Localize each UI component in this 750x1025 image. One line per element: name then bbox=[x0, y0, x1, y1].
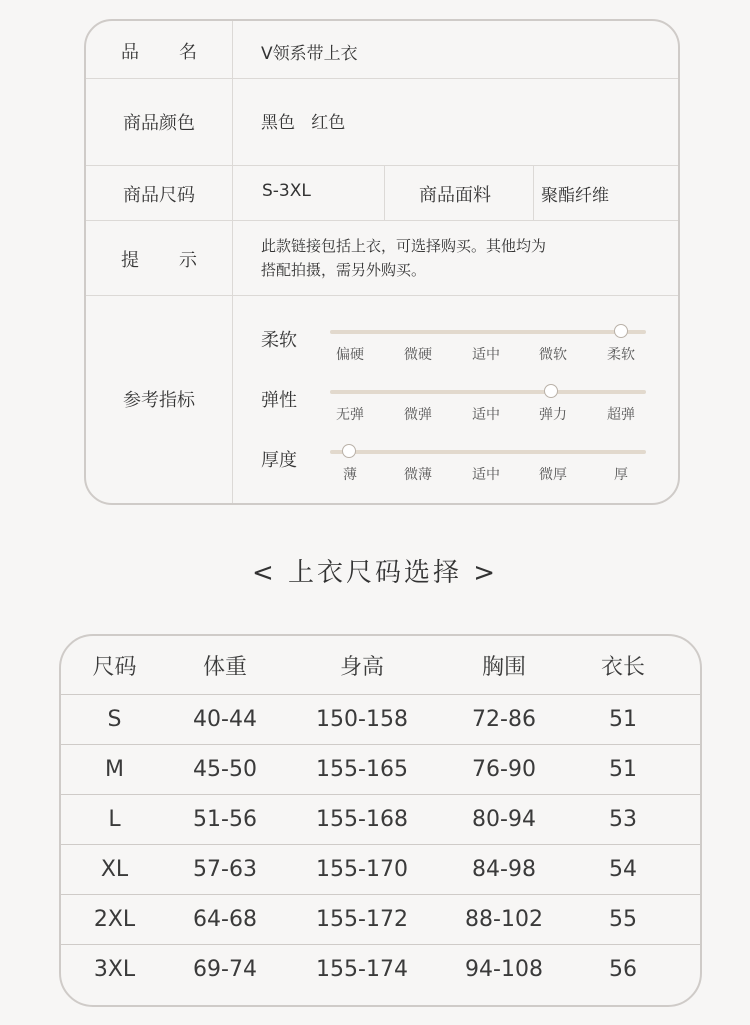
cell-height: 155-174 bbox=[316, 957, 408, 982]
cell-height: 150-158 bbox=[316, 707, 408, 732]
elasticity-tick: 弹力 bbox=[539, 407, 567, 423]
table-header-row bbox=[61, 636, 700, 694]
thickness-tick: 微薄 bbox=[404, 467, 432, 483]
cell-bust: 80-94 bbox=[472, 807, 536, 832]
cell-bust: 84-98 bbox=[472, 857, 536, 882]
cell-size: 2XL bbox=[93, 907, 136, 932]
size-section-title: < 上衣尺码选择 > bbox=[251, 558, 499, 588]
softness-tick: 微硬 bbox=[404, 347, 432, 363]
product-size-value: S-3XL bbox=[262, 181, 311, 201]
cell-length: 54 bbox=[609, 857, 637, 882]
cell-bust: 76-90 bbox=[472, 757, 536, 782]
cell-weight: 64-68 bbox=[193, 907, 257, 932]
cell-bust: 88-102 bbox=[465, 907, 543, 932]
cell-bust: 72-86 bbox=[472, 707, 536, 732]
elasticity-label: 弹性 bbox=[261, 390, 297, 411]
cell-weight: 40-44 bbox=[193, 707, 257, 732]
cell-height: 155-170 bbox=[316, 857, 408, 882]
thickness-label: 厚度 bbox=[261, 450, 297, 471]
header-bust: 胸围 bbox=[481, 654, 526, 680]
size-fabric-divider-2 bbox=[533, 166, 534, 220]
cell-bust: 94-108 bbox=[465, 957, 543, 982]
thickness-tick: 厚 bbox=[614, 467, 628, 483]
tip-label: 提示 bbox=[121, 250, 237, 271]
header-weight: 体重 bbox=[202, 654, 247, 680]
cell-size: M bbox=[105, 757, 124, 782]
table-row bbox=[61, 894, 700, 944]
elasticity-tick: 超弹 bbox=[607, 407, 635, 423]
cell-weight: 51-56 bbox=[193, 807, 257, 832]
product-name-label: 品名 bbox=[121, 42, 237, 63]
header-size: 尺码 bbox=[92, 654, 137, 680]
softness-slider-knob bbox=[614, 324, 628, 338]
cell-weight: 57-63 bbox=[193, 857, 257, 882]
softness-tick: 微软 bbox=[539, 347, 567, 363]
product-info-card bbox=[84, 19, 680, 505]
elasticity-tick: 微弹 bbox=[404, 407, 432, 423]
row-size-fabric bbox=[86, 166, 678, 221]
softness-slider bbox=[330, 330, 646, 334]
thickness-tick: 适中 bbox=[472, 467, 500, 483]
product-color-value: 黑色 红色 bbox=[261, 113, 346, 133]
softness-tick: 偏硬 bbox=[336, 347, 364, 363]
cell-length: 51 bbox=[609, 707, 637, 732]
softness-tick: 适中 bbox=[472, 347, 500, 363]
cell-height: 155-168 bbox=[316, 807, 408, 832]
cell-weight: 69-74 bbox=[193, 957, 257, 982]
cell-size: S bbox=[107, 707, 122, 732]
header-height: 身高 bbox=[339, 654, 384, 680]
row-reference bbox=[86, 296, 678, 505]
reference-label: 参考指标 bbox=[123, 390, 195, 411]
elasticity-tick: 适中 bbox=[472, 407, 500, 423]
cell-size: XL bbox=[100, 857, 129, 882]
cell-height: 155-172 bbox=[316, 907, 408, 932]
thickness-tick: 薄 bbox=[343, 467, 357, 483]
softness-tick: 柔软 bbox=[607, 347, 635, 363]
size-fabric-divider-1 bbox=[384, 166, 385, 220]
tip-line-1: 此款链接包括上衣，可选择购买。其他均为 bbox=[261, 237, 547, 255]
cell-length: 56 bbox=[609, 957, 637, 982]
table-row bbox=[61, 844, 700, 894]
cell-size: L bbox=[108, 807, 121, 832]
product-fabric-label: 商品面料 bbox=[419, 185, 491, 206]
thickness-slider-knob bbox=[342, 444, 356, 458]
elasticity-slider-knob bbox=[544, 384, 558, 398]
elasticity-slider bbox=[330, 390, 646, 394]
row-tip bbox=[86, 221, 678, 296]
thickness-slider bbox=[330, 450, 646, 454]
size-table bbox=[59, 634, 702, 1007]
cell-weight: 45-50 bbox=[193, 757, 257, 782]
row-product-color bbox=[86, 79, 678, 166]
cell-size: 3XL bbox=[93, 957, 136, 982]
thickness-tick: 微厚 bbox=[539, 467, 567, 483]
product-color-label: 商品颜色 bbox=[123, 113, 195, 134]
elasticity-tick: 无弹 bbox=[336, 407, 364, 423]
header-length: 衣长 bbox=[600, 654, 645, 680]
table-row bbox=[61, 944, 700, 994]
tip-line-2: 搭配拍摄，需另外购买。 bbox=[261, 261, 427, 279]
product-name-value: V领系带上衣 bbox=[261, 44, 358, 64]
row-product-name bbox=[86, 21, 678, 79]
product-fabric-value: 聚酯纤维 bbox=[541, 186, 609, 206]
cell-height: 155-165 bbox=[316, 757, 408, 782]
softness-label: 柔软 bbox=[261, 330, 297, 351]
cell-length: 51 bbox=[609, 757, 637, 782]
table-row bbox=[61, 794, 700, 844]
product-size-label: 商品尺码 bbox=[123, 185, 195, 206]
table-row bbox=[61, 744, 700, 794]
table-row bbox=[61, 694, 700, 744]
cell-length: 53 bbox=[609, 807, 637, 832]
cell-length: 55 bbox=[609, 907, 637, 932]
